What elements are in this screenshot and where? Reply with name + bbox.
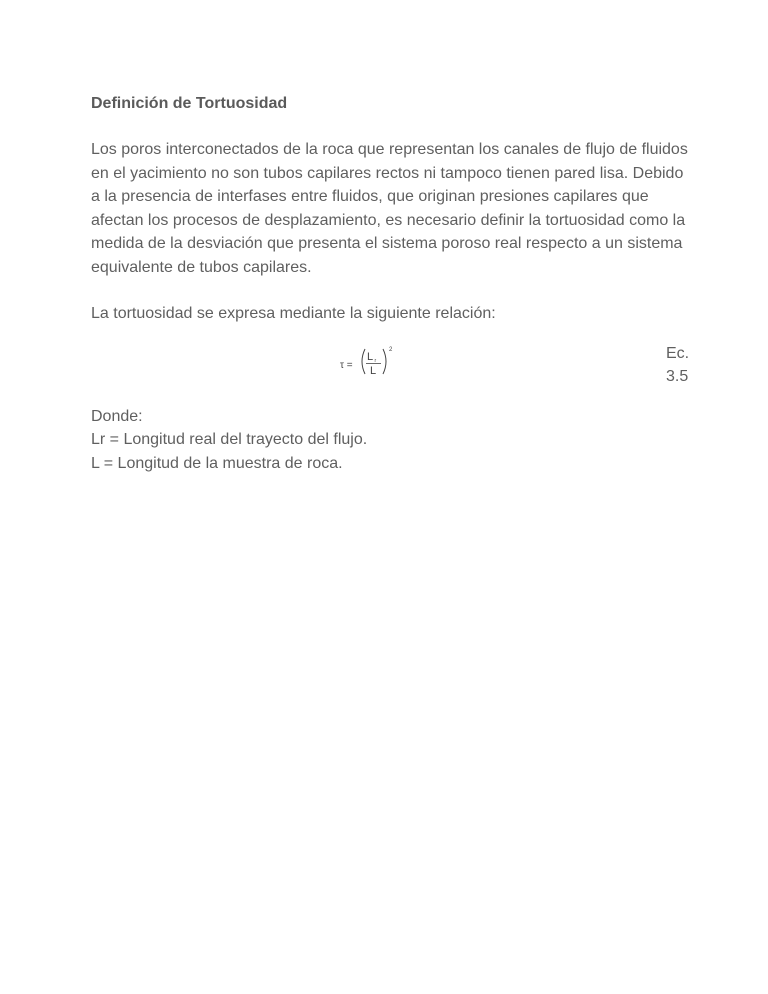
definition-item: Lr = Longitud real del trayecto del flujo. (91, 431, 368, 448)
formula-exponent: 2 (389, 346, 393, 353)
paragraph-relation: La tortuosidad se expresa mediante la siguiente relación: (91, 305, 496, 322)
document-page (91, 93, 701, 475)
left-paren (362, 349, 365, 374)
formula-lhs: τ = (340, 359, 353, 371)
paragraph-definition: Los poros interconectados de la roca que representan los canales de flujo de fluidos en el yacimiento no son tubos capilares rectos ni tampoco tienen pared lisa. Debido a la presencia de interfases entre fluidos, que originan presiones capilares que afectan los procesos de desplazamiento, es necesario definir la tortuosidad como la medida de la desviación que presenta el sistema poroso real respecto a un sistema equivalente de tubos capilares. (91, 141, 688, 276)
tortuosity-formula (340, 342, 400, 384)
equation-label-line1: Ec. (666, 344, 690, 362)
definitions-list (91, 405, 701, 476)
formula-numerator-sub: r (374, 357, 377, 364)
document-title: Definición de Tortuosidad (91, 95, 288, 112)
equation-label (666, 342, 706, 389)
definition-item: L = Longitud de la muestra de roca. (91, 454, 343, 472)
formula-denominator: L (370, 364, 377, 377)
right-paren (383, 349, 386, 374)
formula-numerator: L (367, 350, 374, 363)
equation-row (91, 342, 701, 390)
definitions-intro: Donde: (91, 407, 143, 425)
equation-label-line2: 3.5 (666, 368, 689, 385)
